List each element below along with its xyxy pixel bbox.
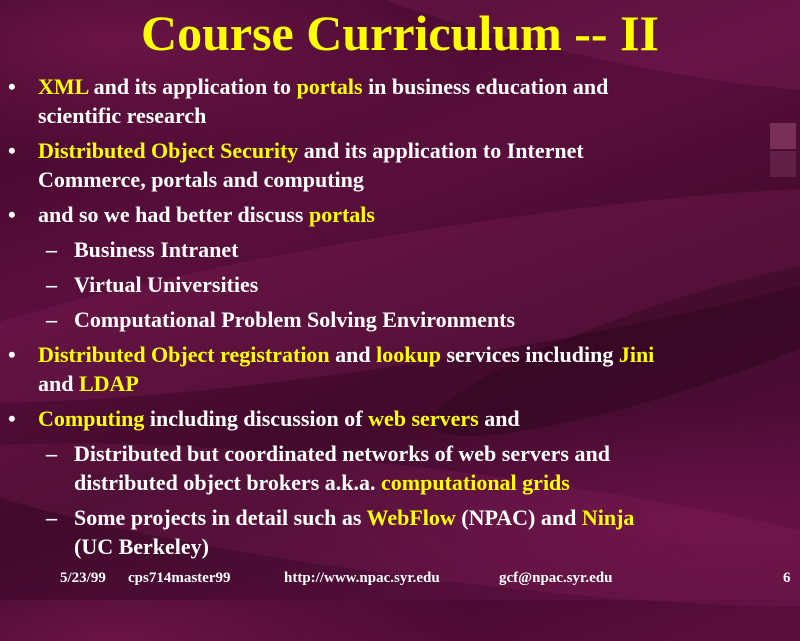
- decorative-square: [770, 151, 796, 177]
- bullet-line: [38, 101, 206, 130]
- bullet-line: [38, 165, 364, 194]
- footer-page-number: 6: [783, 570, 791, 586]
- bullet-text: and: [38, 371, 79, 396]
- footer-email: gcf@npac.syr.edu: [499, 570, 613, 586]
- bullet-text: scientific research: [38, 103, 207, 128]
- bullet-text: (NPAC) and: [455, 505, 582, 530]
- bullet-text: services including: [440, 342, 619, 367]
- bullet-marker: •: [8, 74, 16, 99]
- bullet-text: including discussion of: [144, 406, 369, 431]
- sub-bullet-line: [74, 305, 515, 334]
- highlighted-text: Distributed Object registration: [38, 342, 330, 367]
- bullet-text: and its application to Internet: [298, 138, 584, 163]
- highlighted-text: computational grids: [381, 470, 570, 495]
- bullet-marker: •: [8, 342, 16, 367]
- footer-url: http://www.npac.syr.edu: [284, 570, 440, 586]
- dash-marker: –: [46, 272, 57, 297]
- bullet-text: Commerce, portals and computing: [38, 167, 364, 192]
- bullet-line: [38, 340, 654, 369]
- sub-bullet-line: [74, 235, 238, 264]
- dash-marker: –: [46, 441, 57, 466]
- decorative-square: [770, 123, 796, 149]
- highlighted-text: Distributed Object Security: [38, 138, 299, 163]
- bullet-line: [38, 404, 520, 433]
- bullet-text: distributed object brokers a.k.a.: [74, 470, 381, 495]
- sub-bullet-line: [74, 439, 610, 468]
- highlighted-text: lookup: [376, 342, 441, 367]
- highlighted-text: web servers: [368, 406, 479, 431]
- sub-bullet-line: [74, 532, 209, 561]
- dash-marker: –: [46, 307, 57, 332]
- bullet-text: and: [329, 342, 377, 367]
- bullet-text: Some projects in detail such as: [74, 505, 367, 530]
- bullet-text: Business Intranet: [74, 237, 239, 262]
- bullet-marker: •: [8, 202, 16, 227]
- sub-bullet-line: [74, 270, 258, 299]
- dash-marker: –: [46, 505, 57, 530]
- bullet-text: in business education and: [362, 74, 609, 99]
- bullet-line: [38, 200, 375, 229]
- bullet-text: and: [478, 406, 520, 431]
- footer-master: cps714master99: [128, 570, 231, 586]
- highlighted-text: WebFlow: [366, 505, 456, 530]
- bullet-text: Distributed but coordinated networks of web servers and: [74, 441, 610, 466]
- bullet-text: and so we had better discuss: [38, 202, 309, 227]
- bullet-line: [38, 136, 584, 165]
- highlighted-text: Computing: [38, 406, 145, 431]
- sub-bullet-line: [74, 503, 634, 532]
- highlighted-text: Ninja: [581, 505, 635, 530]
- bullet-text: (UC Berkeley): [74, 534, 210, 559]
- bullet-marker: •: [8, 406, 16, 431]
- slide-title: Course Curriculum -- II: [140, 5, 660, 61]
- bullet-text: Virtual Universities: [74, 272, 259, 297]
- bullet-line: [38, 72, 608, 101]
- highlighted-text: LDAP: [78, 371, 139, 396]
- dash-marker: –: [46, 237, 57, 262]
- bullet-text: Computational Problem Solving Environments: [74, 307, 516, 332]
- highlighted-text: portals: [296, 74, 363, 99]
- footer-date: 5/23/99: [60, 570, 106, 586]
- bullet-marker: •: [8, 138, 16, 163]
- highlighted-text: Jini: [618, 342, 655, 367]
- sub-bullet-line: [74, 468, 570, 497]
- bullet-line: [38, 369, 139, 398]
- bullet-text: and its application to: [88, 74, 297, 99]
- highlighted-text: XML: [38, 74, 89, 99]
- highlighted-text: portals: [308, 202, 375, 227]
